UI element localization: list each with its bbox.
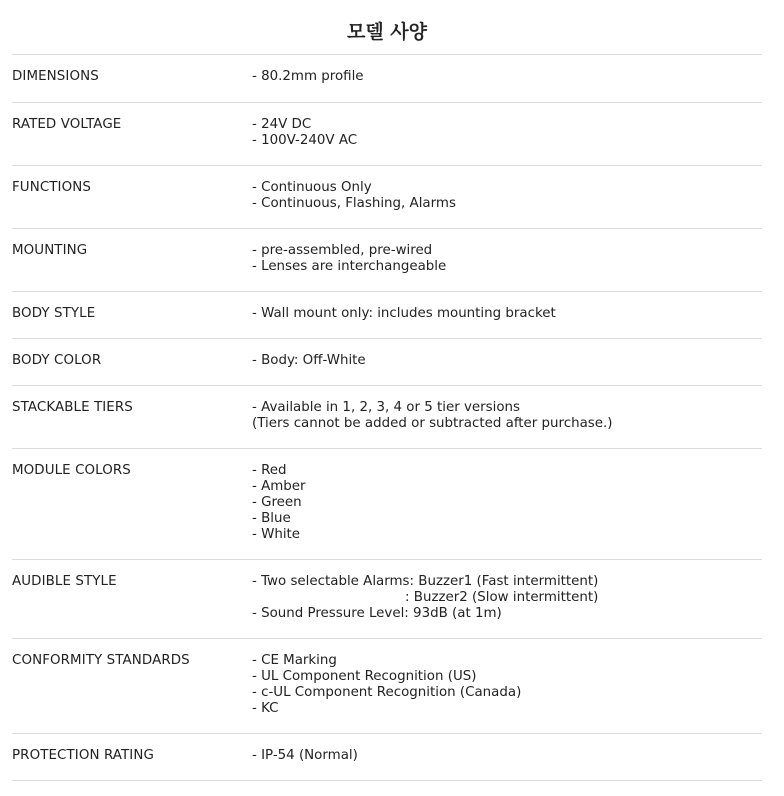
- spec-values: [252, 748, 762, 780]
- spec-row-audible-style: [12, 560, 762, 639]
- spec-row-body-style: [12, 292, 762, 339]
- spec-values: [252, 306, 762, 338]
- spec-value-line: - Red: [252, 463, 287, 478]
- spec-row-dimensions: [12, 55, 762, 103]
- spec-row-mounting: [12, 229, 762, 292]
- spec-values: [252, 574, 762, 638]
- spec-value-line: - Amber: [252, 479, 306, 494]
- spec-value-line: - 100V-240V AC: [252, 133, 358, 148]
- spec-label: RATED VOLTAGE: [12, 117, 122, 132]
- spec-label: AUDIBLE STYLE: [12, 574, 117, 589]
- spec-value-line: - Body: Off-White: [252, 353, 366, 368]
- spec-values: [252, 463, 762, 559]
- spec-table: [12, 54, 762, 781]
- spec-values: [252, 400, 762, 448]
- spec-row-conformity-standards: [12, 639, 762, 734]
- spec-label: BODY COLOR: [12, 353, 102, 368]
- spec-label: MODULE COLORS: [12, 463, 131, 478]
- spec-label: PROTECTION RATING: [12, 748, 154, 763]
- spec-value-line: - 80.2mm profile: [252, 69, 364, 84]
- spec-label: STACKABLE TIERS: [12, 400, 133, 415]
- spec-value-line: - Lenses are interchangeable: [252, 259, 447, 274]
- spec-value-line: - pre-assembled, pre-wired: [252, 243, 433, 258]
- spec-value-line: - Two selectable Alarms: Buzzer1 (Fast intermittent): [252, 574, 599, 589]
- spec-value-line: - Continuous Only: [252, 180, 372, 195]
- spec-values: [252, 117, 762, 165]
- spec-value-line: - Wall mount only: includes mounting bracket: [252, 306, 556, 321]
- spec-value-line: - Sound Pressure Level: 93dB (at 1m): [252, 606, 502, 621]
- spec-value-line: - White: [252, 527, 301, 542]
- spec-row-protection-rating: [12, 734, 762, 781]
- spec-label: BODY STYLE: [12, 306, 96, 321]
- spec-values: [252, 653, 762, 733]
- spec-value-line: - c-UL Component Recognition (Canada): [252, 685, 522, 700]
- spec-value-line: - Green: [252, 495, 302, 510]
- spec-value-line: - Blue: [252, 511, 291, 526]
- spec-value-line: - KC: [252, 701, 279, 716]
- spec-value-line: : Buzzer2 (Slow intermittent): [405, 590, 599, 605]
- spec-row-functions: [12, 166, 762, 229]
- spec-value-line: - Continuous, Flashing, Alarms: [252, 196, 456, 211]
- page-title: 모델 사양: [346, 21, 428, 43]
- spec-value-line: - CE Marking: [252, 653, 337, 668]
- spec-values: [252, 69, 762, 102]
- spec-label: CONFORMITY STANDARDS: [12, 653, 190, 668]
- spec-value-line: - Available in 1, 2, 3, 4 or 5 tier versions: [252, 400, 521, 415]
- spec-label: FUNCTIONS: [12, 180, 91, 195]
- spec-value-line: - 24V DC: [252, 117, 312, 132]
- spec-values: [252, 243, 762, 291]
- spec-label: DIMENSIONS: [12, 69, 99, 84]
- spec-values: [252, 180, 762, 228]
- spec-row-body-color: [12, 339, 762, 386]
- spec-values: [252, 353, 762, 385]
- spec-row-rated-voltage: [12, 103, 762, 166]
- spec-row-stackable-tiers: [12, 386, 762, 449]
- spec-value-line: - UL Component Recognition (US): [252, 669, 477, 684]
- spec-value-line: - IP-54 (Normal): [252, 748, 358, 763]
- spec-row-module-colors: [12, 449, 762, 560]
- spec-value-line: (Tiers cannot be added or subtracted after purchase.): [252, 416, 613, 431]
- spec-label: MOUNTING: [12, 243, 88, 258]
